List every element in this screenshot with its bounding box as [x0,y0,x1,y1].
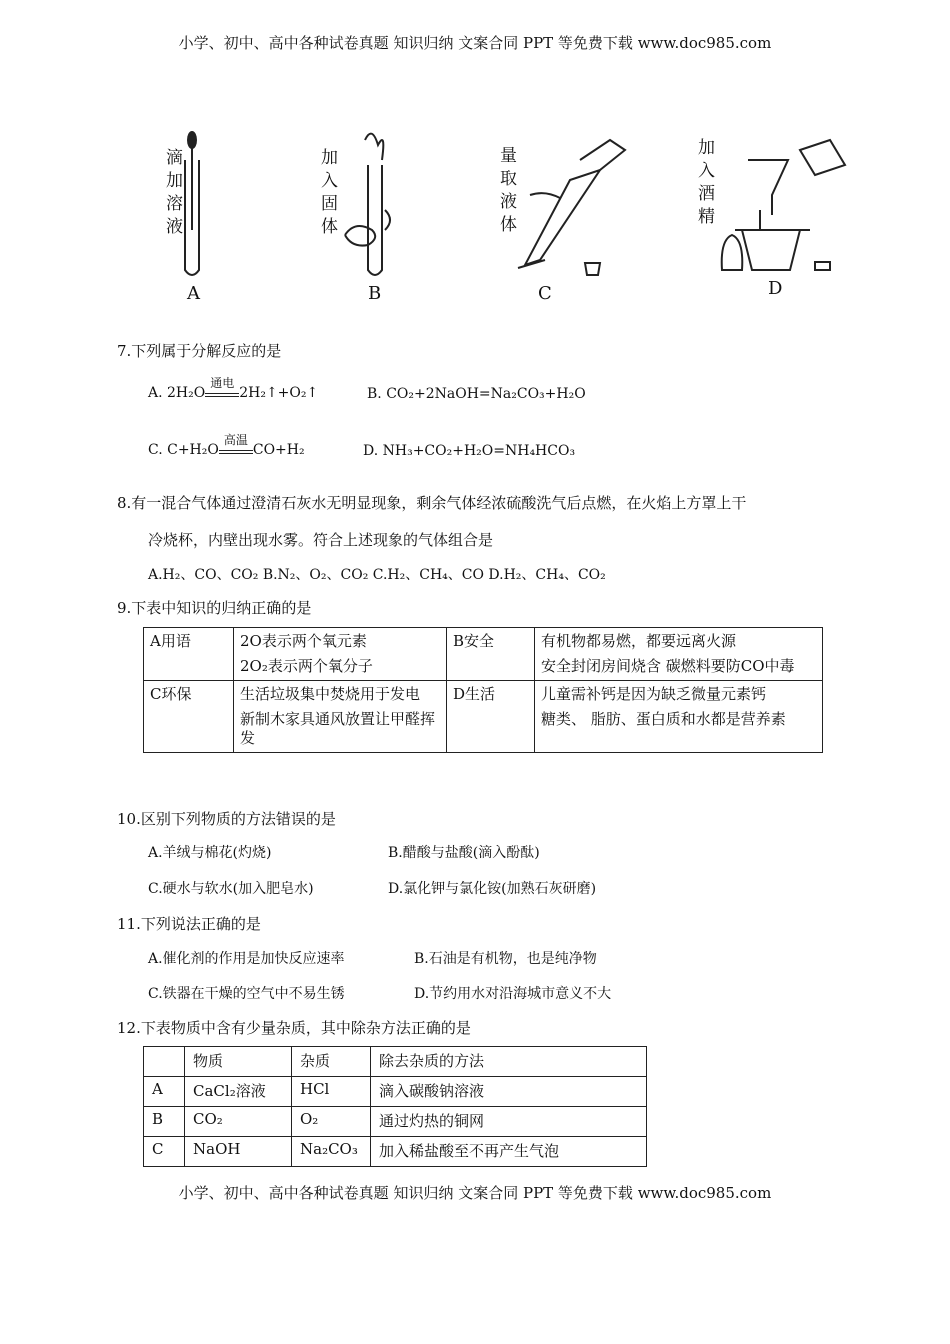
figure-c-letter: C [538,283,552,304]
q7-option-c [148,433,305,459]
q9-d1: 儿童需补钙是因为缺乏微量元素钙 [541,685,767,703]
q9-b-cell [535,628,823,681]
q7-option-b: B. CO₂+2NaOH=Na₂CO₃+H₂O [367,386,586,402]
table-row [144,628,823,681]
q12-cell: B [144,1107,185,1137]
q9-a-cell [234,628,447,681]
q12-table [143,1046,647,1167]
figure-b-label: 加入固体 [317,148,337,240]
page-header: 小学、初中、高中各种试卷真题 知识归纳 文案合同 PPT 等免费下载 www.doc985.com [178,34,772,52]
q7-a-equation-sign [205,376,239,402]
q7-a-left: A. 2H₂O [148,385,206,401]
q7-option-a [148,376,319,402]
q12-cell: NaOH [185,1137,292,1167]
lab-figures-drawing [0,120,950,290]
q7-c-right: CO+H₂ [252,442,305,458]
q10-option-d: D.氯化钾与氯化铵(加熟石灰研磨) [388,881,597,897]
page-footer: 小学、初中、高中各种试卷真题 知识归纳 文案合同 PPT 等免费下载 www.doc985.com [178,1184,772,1202]
q7-c-left: C. C+H₂O [148,442,219,458]
q10-option-c: C.硬水与软水(加入肥皂水) [148,881,314,897]
q11-option-d: D.节约用水对沿海城市意义不大 [414,986,612,1002]
q9-c-head: C环保 [144,681,234,753]
q12-cell: CaCl₂溶液 [185,1077,292,1107]
q12-header-0 [144,1047,185,1077]
q9-d-cell [535,681,823,753]
figure-d-funnel-lamp [722,140,845,270]
figure-b-test-tube [345,134,390,275]
q8-options: A.H₂、CO、CO₂ B.N₂、O₂、CO₂ C.H₂、CH₄、CO D.H₂、CH₄、CO₂ [148,567,606,583]
q12-cell: 通过灼热的铜网 [371,1107,647,1137]
q7-c-equation-sign [219,433,253,459]
question-8-line1: 8.有一混合气体通过澄清石灰水无明显现象，剩余气体经浓硫酸洗气后点燃，在火焰上方罩上干 [117,494,747,512]
table-row [144,1137,647,1167]
q7-c-condition: 高温 [223,433,248,447]
q12-header-3: 除去杂质的方法 [371,1047,647,1077]
q12-cell: 滴入碳酸钠溶液 [371,1077,647,1107]
q9-c2: 新制木家具通风放置让甲醛挥发 [240,710,436,747]
q9-a-head: A用语 [144,628,234,681]
q11-option-c: C.铁器在干燥的空气中不易生锈 [148,986,345,1002]
q9-c-cell [234,681,447,753]
q9-b2: 安全封闭房间烧含 碳燃料要防CO中毒 [541,657,795,675]
q9-a1: 2O表示两个氧元素 [240,632,367,650]
q12-cell: Na₂CO₃ [292,1137,371,1167]
q10-option-b: B.醋酸与盐酸(滴入酚酞) [388,845,540,861]
figure-c-label: 量取液体 [496,146,516,238]
figure-a-letter: A [187,283,200,304]
figure-d-label: 加入酒精 [694,138,714,230]
table-row [144,1077,647,1107]
q7-a-condition: 通电 [210,376,235,390]
figure-a-test-tube [185,132,199,275]
q9-b1: 有机物都易燃，都要远离火源 [541,632,737,650]
q12-cell: O₂ [292,1107,371,1137]
question-10-stem: 10.区别下列物质的方法错误的是 [117,810,336,828]
table-row [144,1107,647,1137]
question-8-line2: 冷烧杯，内壁出现水雾。符合上述现象的气体组合是 [148,531,494,549]
q12-cell: 加入稀盐酸至不再产生气泡 [371,1137,647,1167]
q12-header-2: 杂质 [292,1047,371,1077]
q11-option-b: B.石油是有机物，也是纯净物 [414,951,597,967]
figure-d-letter: D [768,278,783,299]
figure-a-label: 滴加溶液 [162,148,182,240]
question-9-stem: 9.下表中知识的归纳正确的是 [117,599,312,617]
table-row [144,1047,647,1077]
question-7-stem: 7.下列属于分解反应的是 [117,342,282,360]
q9-a2: 2O₂表示两个氧分子 [240,657,373,675]
q12-cell: C [144,1137,185,1167]
question-11-stem: 11.下列说法正确的是 [117,915,261,933]
q9-d-head: D生活 [447,681,535,753]
q12-cell: CO₂ [185,1107,292,1137]
question-12-stem: 12.下表物质中含有少量杂质，其中除杂方法正确的是 [117,1019,471,1037]
table-row [144,681,823,753]
q7-a-right: 2H₂↑+O₂↑ [239,385,319,401]
q11-option-a: A.催化剂的作用是加快反应速率 [148,951,345,967]
q10-option-a: A.羊绒与棉花(灼烧) [148,845,272,861]
q9-b-head: B安全 [447,628,535,681]
q7-option-d: D. NH₃+CO₂+H₂O=NH₄HCO₃ [363,443,576,459]
figure-c-cylinder [518,140,625,275]
q12-cell: HCl [292,1077,371,1107]
q9-d2: 糖类、 脂肪、蛋白质和水都是营养素 [541,710,786,728]
q9-c1: 生活垃圾集中焚烧用于发电 [240,685,421,703]
q12-cell: A [144,1077,185,1107]
q12-header-1: 物质 [185,1047,292,1077]
q9-table [143,627,823,753]
figure-b-letter: B [368,283,382,304]
